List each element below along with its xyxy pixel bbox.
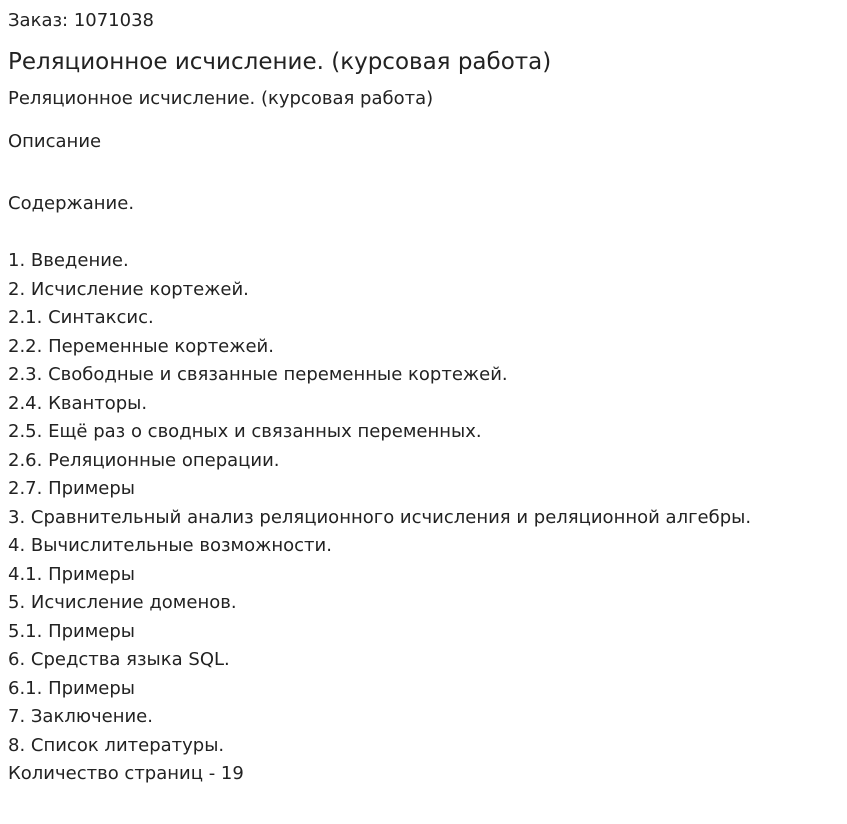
table-of-contents <box>8 247 751 789</box>
toc-item: 4. Вычислительные возможности. <box>8 535 332 556</box>
toc-item: 1. Введение. <box>8 250 129 271</box>
page-title: Реляционное исчисление. (курсовая работа) <box>8 49 552 75</box>
order-number: Заказ: 1071038 <box>8 10 154 31</box>
page-subtitle: Реляционное исчисление. (курсовая работа) <box>8 88 434 109</box>
contents-heading: Содержание. <box>8 193 135 214</box>
toc-item: 2.1. Синтаксис. <box>8 307 154 328</box>
toc-item: 3. Сравнительный анализ реляционного исчисления и реляционной алгебры. <box>8 506 752 528</box>
toc-item: 2.5. Ещё раз о сводных и связанных переменных. <box>8 421 482 442</box>
toc-item: 2.4. Кванторы. <box>8 392 148 414</box>
toc-item: 4.1. Примеры <box>8 563 136 585</box>
page-count: Количество страниц - 19 <box>8 763 244 784</box>
toc-item: 5.1. Примеры <box>8 620 136 642</box>
toc-item: 2.2. Переменные кортежей. <box>8 335 274 357</box>
toc-item: 2.6. Реляционные операции. <box>8 449 280 471</box>
toc-item: 2.7. Примеры <box>8 478 136 499</box>
toc-item: 6. Средства языка SQL. <box>8 649 230 670</box>
toc-item: 5. Исчисление доменов. <box>8 592 237 613</box>
toc-item: 2.3. Свободные и связанные переменные кортежей. <box>8 364 508 385</box>
toc-item: 8. Список литературы. <box>8 734 225 756</box>
toc-item: 6.1. Примеры <box>8 677 136 699</box>
toc-item: 2. Исчисление кортежей. <box>8 278 249 300</box>
toc-item: 7. Заключение. <box>8 706 153 727</box>
description-label: Описание <box>8 131 102 152</box>
